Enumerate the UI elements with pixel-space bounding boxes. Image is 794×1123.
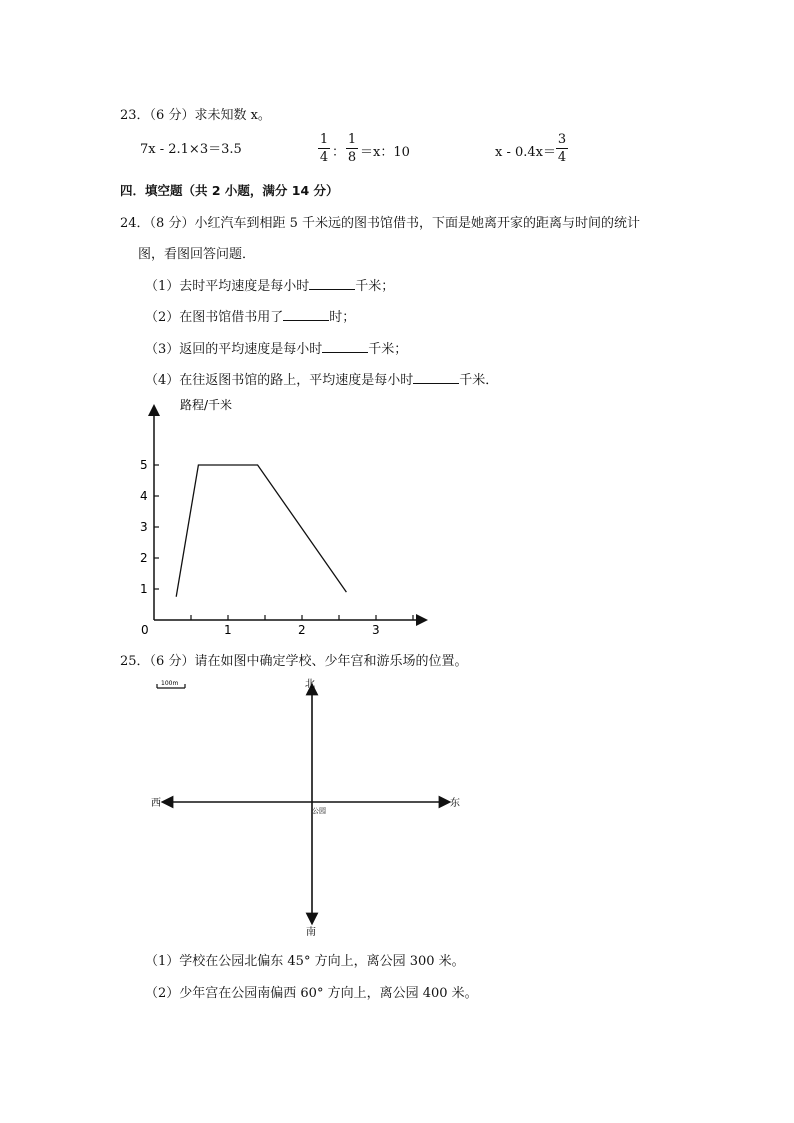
y-tick-label: 2 <box>140 551 148 565</box>
denominator: 8 <box>347 150 357 165</box>
y-tick-label: 5 <box>140 458 148 472</box>
north-label: 北 <box>305 679 315 690</box>
series-line <box>176 465 346 597</box>
fraction-3-4 <box>556 132 568 165</box>
fraction-1-8 <box>346 132 358 165</box>
section-title: 四．填空题（共 2 小题，满分 14 分） <box>120 183 339 198</box>
q25-item-1: （1）学校在公园北偏东 45° 方向上，离公园 300 米。 <box>145 954 465 969</box>
numerator: 1 <box>347 132 357 147</box>
denominator: 4 <box>319 150 329 165</box>
ratio-sign: ： <box>332 145 346 160</box>
y-axis-label: 路程/千米 <box>180 398 233 412</box>
east-label: 东 <box>450 798 460 809</box>
answer-blank[interactable] <box>322 340 368 353</box>
q24-line-2: 图，看图回答问题． <box>138 247 256 262</box>
south-label: 南 <box>306 927 316 938</box>
q24-item-4: （4）在往返图书馆的路上，平均速度是每小时 千米． <box>145 373 499 388</box>
x-ticks <box>191 615 413 637</box>
x-tick-label: 1 <box>224 623 232 637</box>
q24-item-3: （3）返回的平均速度是每小时 千米； <box>145 342 408 357</box>
numerator: 1 <box>319 132 329 147</box>
equation-left: x - 0.4x＝ <box>495 145 556 160</box>
y-tick-label: 1 <box>140 582 148 596</box>
q23-equation-1: 7x - 2.1×3＝3.5 <box>140 142 242 157</box>
answer-blank[interactable] <box>413 371 459 384</box>
q24-line-1: 24．（8 分）小红汽车到相距 5 千米远的图书馆借书，下面是她离开家的距离与时间的统计 <box>120 216 640 231</box>
q24-item-1: （1）去时平均速度是每小时 千米； <box>145 279 395 294</box>
fraction-1-4 <box>318 132 330 165</box>
y-ticks <box>140 458 159 596</box>
scale-label: 100m <box>161 680 179 687</box>
equation-rest: ＝x：10 <box>360 145 410 160</box>
distance-time-chart <box>130 392 430 642</box>
origin-label: 0 <box>141 623 149 637</box>
answer-blank[interactable] <box>309 277 355 290</box>
park-label: 公园 <box>312 807 326 815</box>
numerator: 3 <box>557 132 567 147</box>
direction-map <box>145 675 475 940</box>
q25-title: 25．（6 分）请在如图中确定学校、少年宫和游乐场的位置。 <box>120 654 468 669</box>
denominator: 4 <box>557 150 567 165</box>
y-tick-label: 4 <box>140 489 148 503</box>
west-label: 西 <box>151 798 161 809</box>
q25-item-2: （2）少年宫在公园南偏西 60° 方向上，离公园 400 米。 <box>145 986 478 1001</box>
q24-item-2: （2）在图书馆借书用了 时； <box>145 310 356 325</box>
q23-title: 23．（6 分）求未知数 x。 <box>120 108 271 123</box>
x-tick-label: 3 <box>372 623 380 637</box>
answer-blank[interactable] <box>283 308 329 321</box>
x-tick-label: 2 <box>298 623 306 637</box>
y-tick-label: 3 <box>140 520 148 534</box>
